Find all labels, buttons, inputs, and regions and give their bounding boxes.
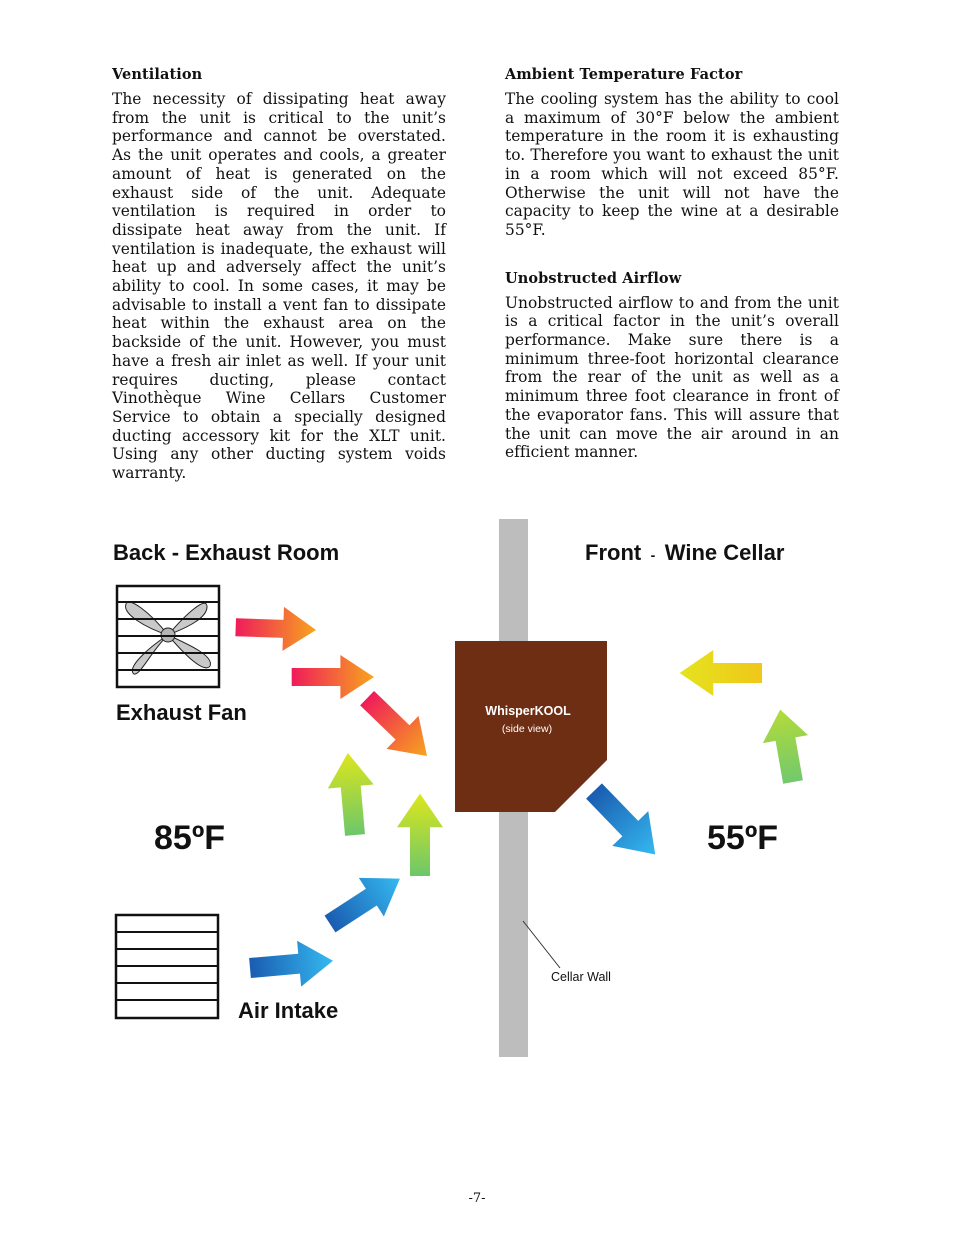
exhaust-fan-icon bbox=[117, 586, 219, 687]
wall-label: Cellar Wall bbox=[551, 970, 611, 984]
warm-arrow-left bbox=[325, 751, 378, 837]
ambient-heading: Ambient Temperature Factor bbox=[505, 66, 743, 83]
airflow-body: Unobstructed airflow to and from the unit is a critical factor in the unit’s overall performance. Make sure there is a minimum three-foot horizontal clearance from the rear of the unit as well as a minimum three foot clearance in front of the evaporator fans. This will assure that the unit can move the air around in an efficient manner. bbox=[505, 293, 839, 462]
cool-arrow-intake-lower bbox=[248, 938, 335, 991]
front-temperature: 55ºF bbox=[707, 819, 779, 857]
unit-subtitle: (side view) bbox=[501, 723, 553, 735]
page-number: -7- bbox=[468, 1191, 486, 1206]
air-intake-grille-icon bbox=[116, 915, 218, 1018]
front-title-dash: - bbox=[650, 547, 656, 563]
air-intake-label: Air Intake bbox=[238, 998, 339, 1023]
ambient-body: The cooling system has the ability to cool a maximum of 30°F below the ambient temperature in the room it is exhausting to. Therefore you want to exhaust the unit in a room which will not exceed 85°F. Otherwise the unit will not have the capacity to keep the wine at a desirable 55°F. bbox=[505, 90, 839, 239]
front-title-main: Front bbox=[585, 540, 642, 565]
ventilation-body: The necessity of dissipating heat away from the unit is critical to the unit’s performance and cannot be overstated. As the unit operates and cools, a greater amount of heat is generated on the exhaust side of the unit. Adequate ventilation is required in order to dissipate heat away from the unit. If ventilation is inadequate, the exhaust will heat up and adversely affect the unit’s ability to cool. In some cases, it may be advisable to install a vent fan to dissipate heat within the exhaust area on the backside of the unit. However, you must have a fresh air inlet as well. If your unit requires ducting, please contact Vinothèque Wine Cellars Customer Service to obtain a specially designed ducting accessory kit for the XLT unit. Using any other ducting system voids warranty. bbox=[112, 90, 446, 483]
unit-name: WhisperKOOL bbox=[485, 704, 571, 718]
front-title bbox=[585, 540, 785, 565]
wall-leader-line bbox=[523, 921, 560, 968]
cool-arrow-unit-out bbox=[576, 774, 673, 872]
airflow-heading: Unobstructed Airflow bbox=[505, 269, 682, 287]
front-title-rest: Wine Cellar bbox=[664, 540, 785, 565]
hot-arrow-upper bbox=[235, 605, 317, 652]
hot-arrow-lower bbox=[292, 655, 374, 699]
green-arrow-front bbox=[758, 706, 816, 786]
back-title: Back - Exhaust Room bbox=[113, 540, 340, 565]
warm-arrow-right bbox=[397, 794, 443, 876]
ventilation-heading: Ventilation bbox=[112, 66, 203, 83]
exhaust-fan-label: Exhaust Fan bbox=[116, 700, 247, 725]
hot-arrow-diagonal bbox=[351, 682, 443, 773]
yellow-arrow-front bbox=[680, 650, 762, 696]
cool-arrow-intake-upper bbox=[317, 859, 412, 943]
back-temperature: 85ºF bbox=[154, 819, 226, 857]
